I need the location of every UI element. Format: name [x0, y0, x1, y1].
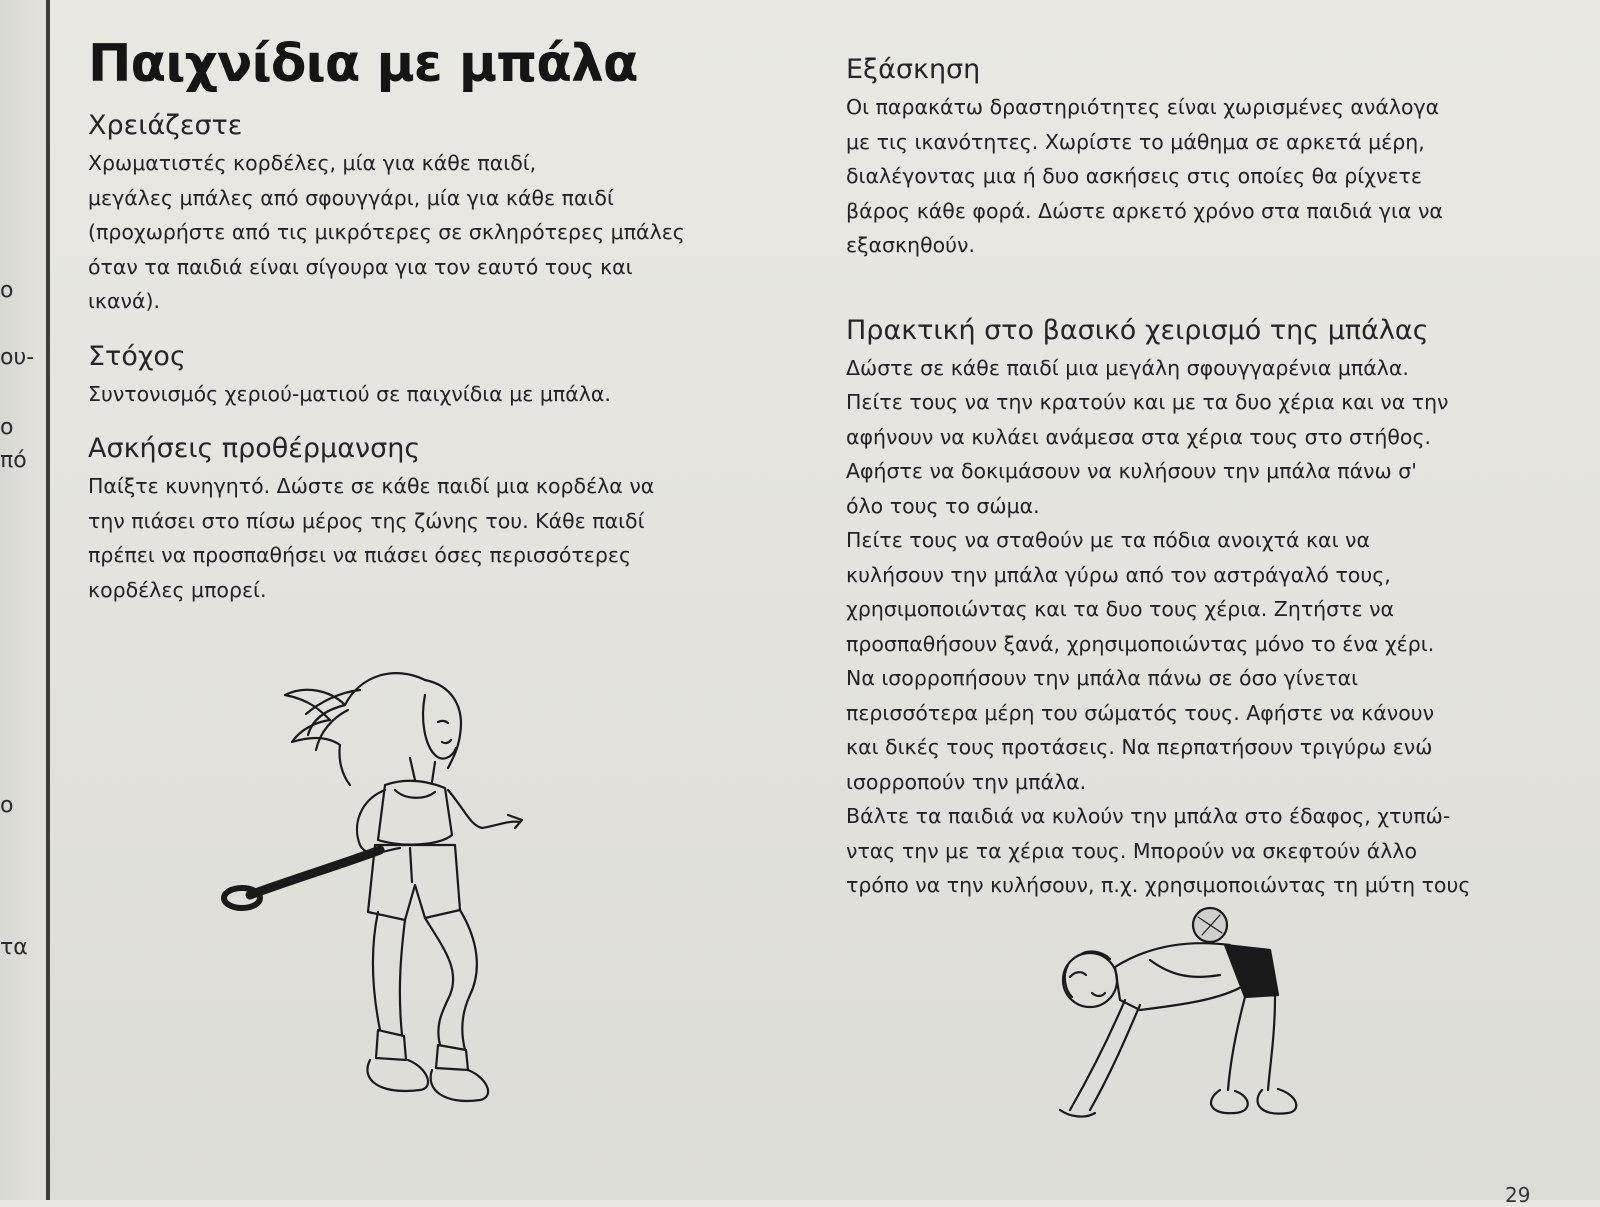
warmup-line: Παίξτε κυνηγητό. Δώστε σε κάθε παιδί μια κορδέλα να: [88, 474, 655, 498]
right-column: [846, 50, 1576, 903]
handling-line: Πείτε τους να την κρατούν και με τα δυο χέρια και να την: [846, 390, 1449, 414]
handling-line: Δώστε σε κάθε παιδί μια μεγάλη σφουγγαρένια μπάλα.: [846, 355, 1409, 380]
handling-line: χρησιμοποιώντας και τα δυο τους χέρια. Ζητήστε να: [846, 597, 1395, 621]
handling-line: τρόπο να την κυλήσουν, π.χ. χρησιμοποιώντας τη μύτη τους: [846, 873, 1471, 897]
handling-line: Αφήστε να δοκιμάσουν να κυλήσουν την μπάλα πάνω σ': [846, 459, 1417, 483]
handling-line: Να ισορροπήσουν την μπάλα πάνω σε όσο γίνεται: [846, 666, 1359, 690]
practice-heading: Εξάσκηση: [846, 54, 981, 85]
handling-line: ντας την με τα χέρια τους. Μπορούν να σκεφτούν άλλο: [846, 838, 1418, 863]
margin-fragment: πό: [0, 448, 27, 473]
needs-line: (προχωρήστε από τις μικρότερες σε σκληρότερες μπάλες: [88, 220, 685, 244]
practice-line: με τις ικανότητες. Χωρίστε το μάθημα σε αρκετά μέρη,: [846, 129, 1425, 154]
warmup-line: την πιάσει στο πίσω μέρος της ζώνης του. Κάθε παιδί: [88, 508, 645, 533]
practice-line: Οι παρακάτω δραστηριότητες είναι χωρισμένες ανάλογα: [846, 95, 1440, 119]
handling-line: Βάλτε τα παιδιά να κυλούν την μπάλα στο έδαφος, χτυπώ-: [846, 804, 1451, 828]
needs-line: ικανά).: [88, 289, 161, 313]
goal-heading: Στόχος: [88, 340, 186, 372]
goal-line: Συντονισμός χεριού-ματιού σε παιχνίδια με μπάλα.: [88, 381, 611, 406]
left-column: [88, 30, 768, 607]
margin-fragment: ο: [0, 793, 14, 818]
margin-fragment: ο: [0, 415, 14, 440]
page-title: Παιχνίδια με μπάλα: [88, 34, 638, 94]
margin-fragment: ο: [0, 278, 14, 303]
handling-line: περισσότερα μέρη του σώματός τους. Αφήστε να κάνουν: [846, 700, 1435, 725]
margin-fragment: τα: [0, 935, 28, 960]
handling-line: ισορροπούν την μπάλα.: [846, 769, 1087, 794]
handling-line: και δικές τους προτάσεις. Να περπατήσουν τριγύρω ενώ: [846, 735, 1433, 759]
warmup-line: κορδέλες μπορεί.: [88, 577, 267, 602]
previous-page-edge: [0, 0, 48, 1200]
needs-heading: Χρειάζεστε: [88, 110, 243, 141]
girl-with-ribbon-illustration: [220, 650, 540, 1130]
practice-line: βάρος κάθε φορά. Δώστε αρκετό χρόνο στα παιδιά για να: [846, 198, 1443, 223]
page-number: 29: [1505, 1183, 1531, 1207]
handling-line: όλο τους το σώμα.: [846, 493, 1040, 518]
needs-line: Χρωματιστές κορδέλες, μία για κάθε παιδί,: [88, 151, 537, 175]
warmup-line: πρέπει να προσπαθήσει να πιάσει όσες περισσότερες: [88, 543, 632, 567]
handling-line: αφήνουν να κυλάει ανάμεσα στα χέρια τους στο στήθος.: [846, 424, 1431, 449]
handling-line: κυλήσουν την μπάλα γύρω από τον αστράγαλό τους,: [846, 562, 1391, 587]
handling-line: προσπαθήσουν ξανά, χρησιμοποιώντας μόνο το ένα χέρι.: [846, 631, 1435, 656]
warmup-heading: Ασκήσεις προθέρμανσης: [88, 433, 421, 464]
handling-heading: Πρακτική στο βασικό χειρισμό της μπάλας: [846, 314, 1429, 346]
book-spine-rule: [46, 0, 50, 1200]
practice-line: εξασκηθούν.: [846, 233, 976, 257]
margin-fragment: ου-: [0, 345, 35, 370]
handling-line: Πείτε τους να σταθούν με τα πόδια ανοιχτά και να: [846, 528, 1370, 552]
practice-line: διαλέγοντας μια ή δυο ασκήσεις στις οποίες θα ρίχνετε: [846, 164, 1422, 188]
child-balancing-ball-illustration: [1030, 905, 1330, 1145]
needs-line: μεγάλες μπάλες από σφουγγάρι, μία για κάθε παιδί: [88, 185, 614, 210]
needs-line: όταν τα παιδιά είναι σίγουρα για τον εαυτό τους και: [88, 254, 633, 279]
